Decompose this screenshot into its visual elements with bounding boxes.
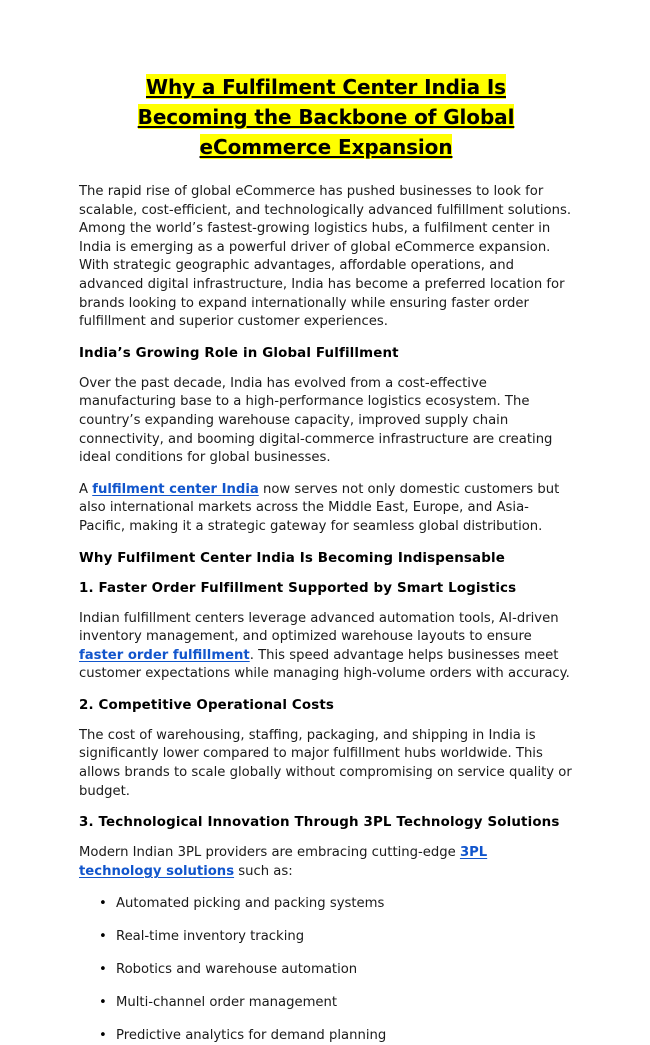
spacer: [79, 801, 573, 814]
spacer: [79, 162, 573, 183]
spacer: [79, 468, 573, 481]
title-line-3: eCommerce Expansion: [199, 135, 453, 159]
list-item: [79, 1027, 573, 1045]
page-title: [79, 0, 573, 162]
heading-item-1: 1. Faster Order Fulfillment Supported by Smart Logistics: [79, 580, 517, 596]
list-item: [79, 928, 573, 946]
tech-innovation-text-prefix: Modern Indian 3PL providers are embracing cutting-edge: [79, 845, 460, 861]
list-item-label: Multi-channel order management: [116, 995, 338, 1011]
heading-indispensable: Why Fulfilment Center India Is Becoming Indispensable: [79, 550, 505, 566]
feature-bullet-list: [79, 895, 573, 1045]
tech-innovation-text-suffix: such as:: [234, 863, 293, 879]
spacer: [79, 598, 573, 610]
list-item-label: Robotics and warehouse automation: [116, 962, 358, 978]
smart-logistics-paragraph: [79, 610, 573, 684]
spacer: [79, 363, 573, 375]
list-item-label: Automated picking and packing systems: [116, 896, 385, 912]
bullet-icon: •: [99, 929, 107, 945]
list-item: [79, 961, 573, 979]
bullet-icon: •: [99, 962, 107, 978]
operational-costs-paragraph: The cost of warehousing, staffing, packaging, and shipping in India is significantly lower compared to major fulfillment hubs worldwide. This allows brands to scale globally without compromising on service quality or budget.: [79, 727, 572, 799]
link-faster-order-fulfillment[interactable]: faster order fulfillment: [79, 647, 250, 663]
spacer: [79, 568, 573, 580]
growing-role-paragraph: Over the past decade, India has evolved from a cost-effective manufacturing base to a high-performance logistics ecosystem. The country’s expanding warehouse capacity, improved supply chain connectivity, and booming digital-commerce infrastructure are creating ideal conditions for global businesses.: [79, 375, 553, 466]
spacer: [79, 332, 573, 345]
title-line-1: Why a Fulfilment Center India Is: [146, 75, 506, 99]
tech-innovation-paragraph: [79, 844, 573, 881]
gateway-text-suffix: now serves not only domestic customers but also international markets across the Middle East, Europe, and Asia-Pacific, making it a strategic gateway for seamless global distribution.: [79, 481, 560, 534]
heading-growing-role: India’s Growing Role in Global Fulfillment: [79, 345, 399, 361]
document-content: [79, 0, 573, 1045]
gateway-text-prefix: A: [79, 481, 93, 497]
heading-item-2: 2. Competitive Operational Costs: [79, 697, 335, 713]
spacer: [79, 684, 573, 697]
smart-logistics-text-prefix: Indian fulfillment centers leverage advanced automation tools, AI-driven inventory management, and optimized warehouse layouts to ensure: [79, 610, 559, 645]
list-item-label: Predictive analytics for demand planning: [116, 1028, 387, 1044]
list-item: [79, 895, 573, 913]
link-fulfilment-center-india[interactable]: fulfilment center India: [92, 481, 259, 497]
smart-logistics-text-suffix: . This speed advantage helps businesses meet customer expectations while managing high-volume orders with accuracy.: [79, 647, 570, 682]
bullet-icon: •: [99, 896, 107, 912]
bullet-icon: •: [99, 1028, 107, 1044]
heading-item-3: 3. Technological Innovation Through 3PL Technology Solutions: [79, 815, 560, 831]
list-item-label: Real-time inventory tracking: [116, 929, 305, 945]
link-3pl-technology-solutions[interactable]: 3PL technology solutions: [79, 845, 488, 879]
list-item: [79, 994, 573, 1012]
spacer: [79, 832, 573, 844]
title-line-2: Becoming the Backbone of Global: [137, 105, 515, 129]
spacer: [79, 715, 573, 727]
bullet-icon: •: [99, 995, 107, 1011]
gateway-paragraph: [79, 481, 573, 537]
intro-paragraph: The rapid rise of global eCommerce has pushed businesses to look for scalable, cost-efficient, and technologically advanced fulfillment solutions. Among the world’s fastest-growing logistics hubs, a fulfilment center in India is emerging as a powerful driver of global eCommerce expansion. With strategic geographic advantages, affordable operations, and advanced digital infrastructure, India has become a preferred location for brands looking to expand internationally while ensuring faster order fulfillment and superior customer experiences.: [79, 184, 572, 330]
spacer: [79, 537, 573, 550]
